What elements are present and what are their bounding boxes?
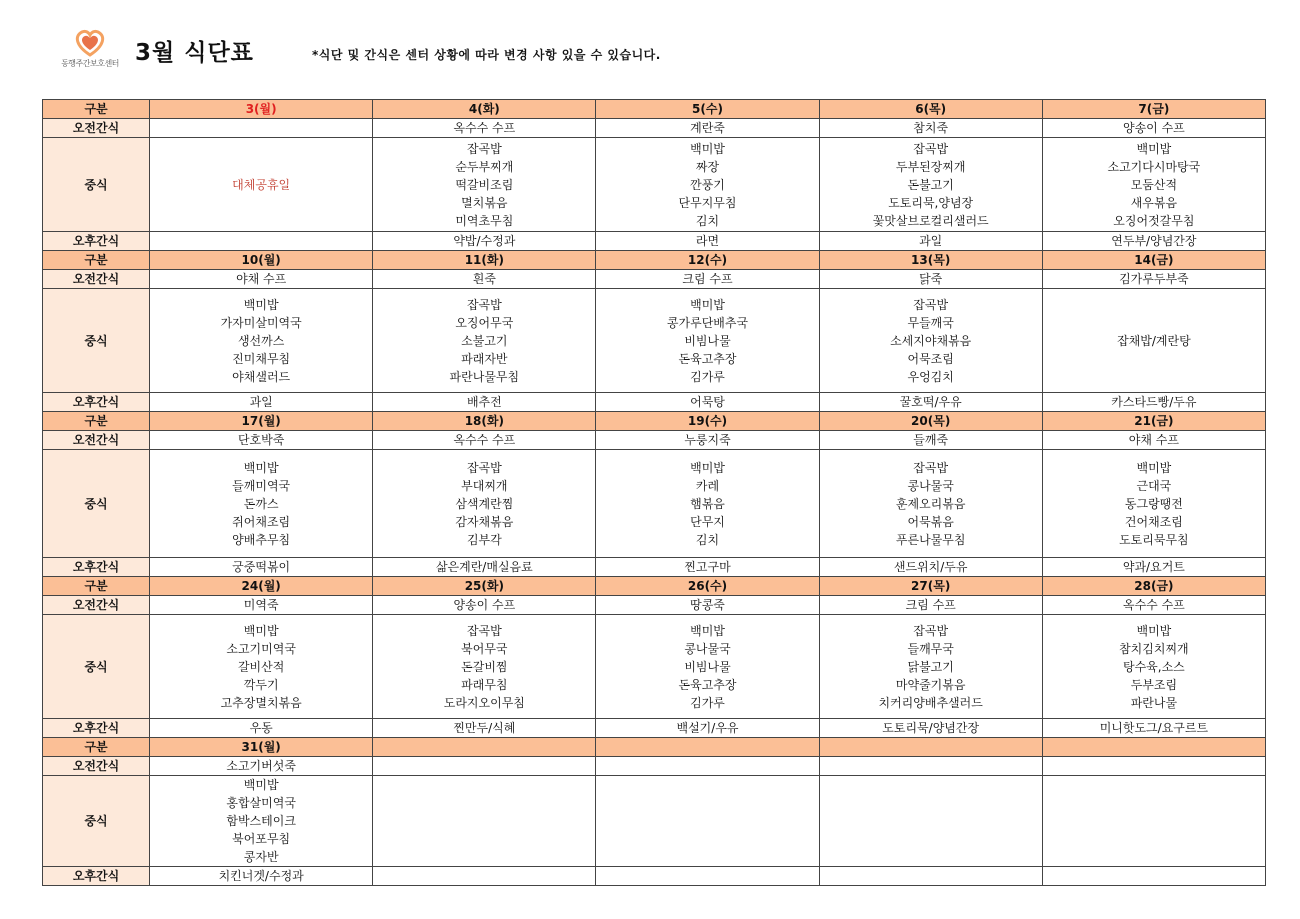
morning-snack-cell: 들깨죽 — [819, 431, 1042, 450]
menu-item: 잡곡밥 — [466, 623, 502, 638]
lunch-cell — [373, 138, 596, 232]
lunch-row — [43, 615, 1266, 719]
morning-snack-cell — [373, 757, 596, 776]
menu-item: 북어포무침 — [232, 832, 291, 846]
morning-snack-cell — [150, 119, 373, 138]
lunch-cell — [819, 138, 1042, 232]
menu-item: 백미밥 — [690, 460, 725, 475]
day-header-cell: 3(월) — [150, 100, 373, 119]
afternoon-snack-cell: 찐만두/식혜 — [373, 719, 596, 738]
heart-logo-icon — [60, 26, 120, 58]
afternoon-snack-cell: 카스타드빵/두유 — [1042, 393, 1265, 412]
menu-item: 잡곡밥 — [466, 141, 502, 156]
morning-snack-row — [43, 431, 1266, 450]
menu-item: 깍두기 — [243, 677, 279, 692]
menu-item: 잡채밥/계란탕 — [1117, 333, 1191, 348]
menu-item: 도라지오이무침 — [443, 695, 525, 710]
lunch-row — [43, 289, 1266, 393]
afternoon-snack-label: 오후간식 — [43, 558, 150, 577]
menu-item: 치커리양배추샐러드 — [878, 695, 983, 710]
afternoon-snack-cell: 연두부/양념간장 — [1042, 232, 1265, 251]
afternoon-snack-cell: 미니핫도그/요구르트 — [1042, 719, 1265, 738]
logo — [60, 26, 120, 70]
lunch-label: 중식 — [43, 776, 150, 867]
morning-snack-cell — [819, 757, 1042, 776]
lunch-cell — [819, 450, 1042, 558]
menu-item: 돈까스 — [243, 496, 279, 511]
afternoon-snack-row — [43, 867, 1266, 886]
menu-item: 백미밥 — [1136, 460, 1172, 475]
afternoon-snack-cell — [819, 867, 1042, 886]
org-name: 동행주간보호센터 — [61, 59, 119, 68]
morning-snack-label: 오전간식 — [43, 431, 150, 450]
menu-item: 북어무국 — [461, 641, 508, 656]
menu-item: 어묵볶음 — [907, 514, 954, 529]
afternoon-snack-cell: 라면 — [596, 232, 819, 251]
menu-item: 탕수육,소스 — [1122, 659, 1185, 674]
lunch-cell — [373, 776, 596, 867]
afternoon-snack-cell: 백설기/우유 — [596, 719, 819, 738]
menu-item: 돈육고추장 — [678, 677, 737, 692]
page-header — [0, 0, 1300, 90]
afternoon-snack-cell: 삶은계란/매실음료 — [373, 558, 596, 577]
menu-item: 파란나물 — [1130, 695, 1178, 710]
day-header-cell: 21(금) — [1042, 412, 1265, 431]
menu-item: 오징어젓갈무침 — [1113, 213, 1195, 228]
afternoon-snack-cell — [150, 232, 373, 251]
afternoon-snack-cell — [373, 867, 596, 886]
afternoon-snack-cell: 꿀호떡/우유 — [819, 393, 1042, 412]
morning-snack-label: 오전간식 — [43, 596, 150, 615]
menu-item: 두부된장찌개 — [895, 159, 966, 174]
gubun-label: 구분 — [43, 577, 150, 596]
menu-item: 비빔나물 — [684, 333, 731, 348]
afternoon-snack-row — [43, 558, 1266, 577]
lunch-label: 중식 — [43, 138, 150, 232]
lunch-cell — [596, 615, 819, 719]
meal-plan-table — [42, 99, 1266, 886]
menu-item: 마약줄기볶음 — [895, 677, 966, 692]
menu-item: 잡곡밥 — [466, 460, 502, 475]
day-header-cell: 6(목) — [819, 100, 1042, 119]
menu-item: 햄볶음 — [690, 496, 725, 511]
menu-item: 파란나물무침 — [449, 369, 520, 384]
morning-snack-label: 오전간식 — [43, 119, 150, 138]
afternoon-snack-cell: 찐고구마 — [596, 558, 819, 577]
menu-item: 들깨미역국 — [232, 478, 291, 493]
menu-item: 단무지 — [690, 514, 725, 529]
day-header-row — [43, 412, 1266, 431]
menu-item: 동그랑땡전 — [1124, 496, 1183, 511]
morning-snack-label: 오전간식 — [43, 270, 150, 289]
menu-item: 잡곡밥 — [913, 460, 949, 475]
menu-item: 순두부찌개 — [455, 159, 514, 174]
menu-item: 카레 — [695, 478, 720, 493]
menu-item: 돈갈비찜 — [461, 659, 508, 674]
menu-item: 고추장멸치볶음 — [220, 695, 302, 710]
menu-item: 김치 — [695, 213, 720, 228]
day-header-row — [43, 738, 1266, 757]
afternoon-snack-cell: 과일 — [150, 393, 373, 412]
menu-item: 백미밥 — [243, 297, 279, 312]
menu-item: 잡곡밥 — [466, 297, 502, 312]
lunch-cell — [1042, 138, 1265, 232]
lunch-cell — [150, 138, 373, 232]
day-header-cell: 10(월) — [150, 251, 373, 270]
afternoon-snack-cell: 배추전 — [373, 393, 596, 412]
afternoon-snack-label: 오후간식 — [43, 393, 150, 412]
lunch-cell — [1042, 289, 1265, 393]
lunch-cell — [150, 776, 373, 867]
menu-item: 김부각 — [466, 532, 502, 547]
morning-snack-cell: 김가루두부죽 — [1042, 270, 1265, 289]
morning-snack-row — [43, 596, 1266, 615]
menu-item: 백미밥 — [690, 297, 725, 312]
afternoon-snack-cell: 어묵탕 — [596, 393, 819, 412]
morning-snack-cell: 옥수수 수프 — [373, 431, 596, 450]
menu-item: 푸른나물무침 — [895, 532, 966, 547]
menu-item: 두부조림 — [1130, 677, 1178, 692]
afternoon-snack-cell: 샌드위치/두유 — [819, 558, 1042, 577]
morning-snack-cell: 참치죽 — [819, 119, 1042, 138]
day-header-cell — [1042, 738, 1265, 757]
menu-item: 잡곡밥 — [913, 623, 949, 638]
menu-item: 짜장 — [695, 159, 720, 174]
menu-item: 파래자반 — [461, 351, 508, 366]
day-header-cell: 24(월) — [150, 577, 373, 596]
morning-snack-cell: 양송이 수프 — [1042, 119, 1265, 138]
morning-snack-cell: 야채 수프 — [1042, 431, 1265, 450]
menu-item: 꽃맛살브로컬리샐러드 — [872, 213, 989, 228]
morning-snack-cell: 야채 수프 — [150, 270, 373, 289]
morning-snack-cell: 땅콩죽 — [596, 596, 819, 615]
day-header-cell: 12(수) — [596, 251, 819, 270]
menu-item: 백미밥 — [690, 141, 725, 156]
menu-item: 닭불고기 — [907, 659, 954, 674]
day-header-cell: 25(화) — [373, 577, 596, 596]
menu-item: 돈육고추장 — [678, 351, 737, 366]
morning-snack-cell: 단호박죽 — [150, 431, 373, 450]
gubun-label: 구분 — [43, 738, 150, 757]
menu-item: 쥐어채조림 — [232, 514, 291, 529]
menu-item: 오징어무국 — [455, 315, 514, 330]
menu-item: 콩자반 — [243, 850, 279, 864]
menu-item: 삼색계란찜 — [455, 496, 514, 511]
menu-item: 멸치볶음 — [461, 195, 508, 210]
menu-item: 부대찌개 — [461, 478, 508, 493]
day-header-cell: 4(화) — [373, 100, 596, 119]
lunch-cell — [150, 289, 373, 393]
page-title: 3월 식단표 — [135, 40, 254, 66]
notice-text: *식단 및 간식은 센터 상황에 따라 변경 사항 있을 수 있습니다. — [312, 48, 661, 62]
menu-item: 대체공휴일 — [232, 177, 291, 192]
day-header-cell: 27(목) — [819, 577, 1042, 596]
menu-item: 생선까스 — [237, 333, 285, 348]
gubun-label: 구분 — [43, 251, 150, 270]
afternoon-snack-cell — [1042, 867, 1265, 886]
afternoon-snack-row — [43, 393, 1266, 412]
afternoon-snack-cell — [596, 867, 819, 886]
morning-snack-row — [43, 757, 1266, 776]
lunch-cell — [819, 289, 1042, 393]
morning-snack-cell: 소고기버섯죽 — [150, 757, 373, 776]
lunch-label: 중식 — [43, 450, 150, 558]
afternoon-snack-row — [43, 232, 1266, 251]
menu-item: 감자채볶음 — [455, 514, 514, 529]
menu-item: 백미밥 — [1136, 623, 1172, 638]
afternoon-snack-cell: 약밥/수정과 — [373, 232, 596, 251]
menu-item: 소고기다시마탕국 — [1107, 159, 1201, 174]
day-header-cell: 20(목) — [819, 412, 1042, 431]
day-header-row — [43, 100, 1266, 119]
lunch-cell — [596, 289, 819, 393]
menu-item: 도토리묵,양념장 — [888, 195, 974, 210]
day-header-cell — [373, 738, 596, 757]
menu-item: 새우볶음 — [1130, 195, 1178, 210]
lunch-cell — [373, 450, 596, 558]
menu-item: 어묵조림 — [907, 351, 954, 366]
lunch-cell — [1042, 450, 1265, 558]
menu-item: 건어채조림 — [1124, 514, 1183, 529]
morning-snack-cell: 닭죽 — [819, 270, 1042, 289]
lunch-label: 중식 — [43, 615, 150, 719]
day-header-cell: 14(금) — [1042, 251, 1265, 270]
lunch-row — [43, 138, 1266, 232]
afternoon-snack-label: 오후간식 — [43, 719, 150, 738]
day-header-cell: 19(수) — [596, 412, 819, 431]
lunch-cell — [150, 615, 373, 719]
menu-item: 도토리묵무침 — [1119, 532, 1189, 547]
afternoon-snack-cell: 약과/요거트 — [1042, 558, 1265, 577]
day-header-cell: 13(목) — [819, 251, 1042, 270]
menu-item: 김치 — [695, 532, 720, 547]
menu-item: 갈비산적 — [237, 659, 285, 674]
menu-item: 무들깨국 — [907, 315, 954, 330]
afternoon-snack-label: 오후간식 — [43, 232, 150, 251]
afternoon-snack-cell: 우동 — [150, 719, 373, 738]
menu-item: 떡갈비조림 — [455, 177, 514, 192]
lunch-cell — [596, 450, 819, 558]
morning-snack-cell: 크림 수프 — [596, 270, 819, 289]
menu-item: 백미밥 — [690, 623, 725, 638]
menu-item: 콩나물국 — [684, 641, 731, 656]
menu-item: 백미밥 — [243, 623, 279, 638]
lunch-cell — [596, 138, 819, 232]
morning-snack-row — [43, 270, 1266, 289]
morning-snack-cell — [1042, 757, 1265, 776]
menu-item: 참치김치찌개 — [1119, 641, 1189, 656]
day-header-row — [43, 251, 1266, 270]
menu-item: 백미밥 — [1136, 141, 1172, 156]
morning-snack-cell: 누룽지죽 — [596, 431, 819, 450]
menu-item: 야채샐러드 — [232, 369, 291, 384]
day-header-cell: 26(수) — [596, 577, 819, 596]
menu-item: 돈불고기 — [907, 177, 954, 192]
afternoon-snack-label: 오후간식 — [43, 867, 150, 886]
menu-item: 양배추무침 — [232, 532, 291, 547]
lunch-cell — [373, 615, 596, 719]
gubun-label: 구분 — [43, 100, 150, 119]
menu-item: 우엉김치 — [907, 369, 954, 384]
menu-item: 파래무침 — [461, 677, 508, 692]
menu-item: 소불고기 — [461, 333, 508, 348]
menu-item: 백미밥 — [243, 460, 279, 475]
morning-snack-cell: 미역죽 — [150, 596, 373, 615]
morning-snack-cell: 옥수수 수프 — [373, 119, 596, 138]
afternoon-snack-cell: 도토리묵/양념간장 — [819, 719, 1042, 738]
morning-snack-cell: 계란죽 — [596, 119, 819, 138]
lunch-cell — [819, 776, 1042, 867]
menu-item: 잡곡밥 — [913, 141, 949, 156]
day-header-cell — [819, 738, 1042, 757]
gubun-label: 구분 — [43, 412, 150, 431]
menu-item: 콩가루단배추국 — [666, 315, 749, 330]
lunch-cell — [1042, 776, 1265, 867]
menu-item: 홍합살미역국 — [226, 796, 296, 810]
menu-item: 모둠산적 — [1130, 177, 1178, 192]
morning-snack-cell — [596, 757, 819, 776]
lunch-row — [43, 450, 1266, 558]
afternoon-snack-cell: 과일 — [819, 232, 1042, 251]
day-header-cell: 31(월) — [150, 738, 373, 757]
lunch-cell — [819, 615, 1042, 719]
day-header-cell — [596, 738, 819, 757]
lunch-label: 중식 — [43, 289, 150, 393]
menu-item: 콩나물국 — [907, 478, 954, 493]
day-header-row — [43, 577, 1266, 596]
lunch-cell — [596, 776, 819, 867]
day-header-cell: 28(금) — [1042, 577, 1265, 596]
menu-item: 비빔나물 — [684, 659, 731, 674]
morning-snack-label: 오전간식 — [43, 757, 150, 776]
day-header-cell: 7(금) — [1042, 100, 1265, 119]
lunch-cell — [1042, 615, 1265, 719]
day-header-cell: 11(화) — [373, 251, 596, 270]
menu-item: 김가루 — [690, 695, 725, 710]
menu-item: 가자미살미역국 — [220, 315, 302, 330]
menu-item: 소고기미역국 — [226, 641, 296, 656]
menu-item: 단무지무침 — [678, 195, 737, 210]
menu-item: 잡곡밥 — [913, 297, 949, 312]
lunch-cell — [150, 450, 373, 558]
morning-snack-cell: 흰죽 — [373, 270, 596, 289]
afternoon-snack-cell: 궁중떡볶이 — [150, 558, 373, 577]
lunch-row — [43, 776, 1266, 867]
day-header-cell: 5(수) — [596, 100, 819, 119]
menu-item: 소세지야채볶음 — [890, 333, 972, 348]
menu-item: 들깨무국 — [907, 641, 954, 656]
menu-item: 근대국 — [1136, 478, 1172, 493]
morning-snack-cell: 옥수수 수프 — [1042, 596, 1265, 615]
morning-snack-cell: 양송이 수프 — [373, 596, 596, 615]
menu-item: 백미밥 — [243, 778, 279, 792]
afternoon-snack-cell: 치킨너겟/수정과 — [150, 867, 373, 886]
menu-item: 함박스테이크 — [226, 814, 296, 828]
menu-item: 미역초무침 — [455, 213, 514, 228]
menu-item: 훈제오리볶음 — [895, 496, 966, 511]
day-header-cell: 18(화) — [373, 412, 596, 431]
morning-snack-row — [43, 119, 1266, 138]
day-header-cell: 17(월) — [150, 412, 373, 431]
lunch-cell — [373, 289, 596, 393]
morning-snack-cell: 크림 수프 — [819, 596, 1042, 615]
menu-item: 김가루 — [690, 369, 725, 384]
menu-item: 진미채무침 — [232, 351, 291, 366]
afternoon-snack-row — [43, 719, 1266, 738]
menu-item: 깐풍기 — [690, 177, 725, 192]
